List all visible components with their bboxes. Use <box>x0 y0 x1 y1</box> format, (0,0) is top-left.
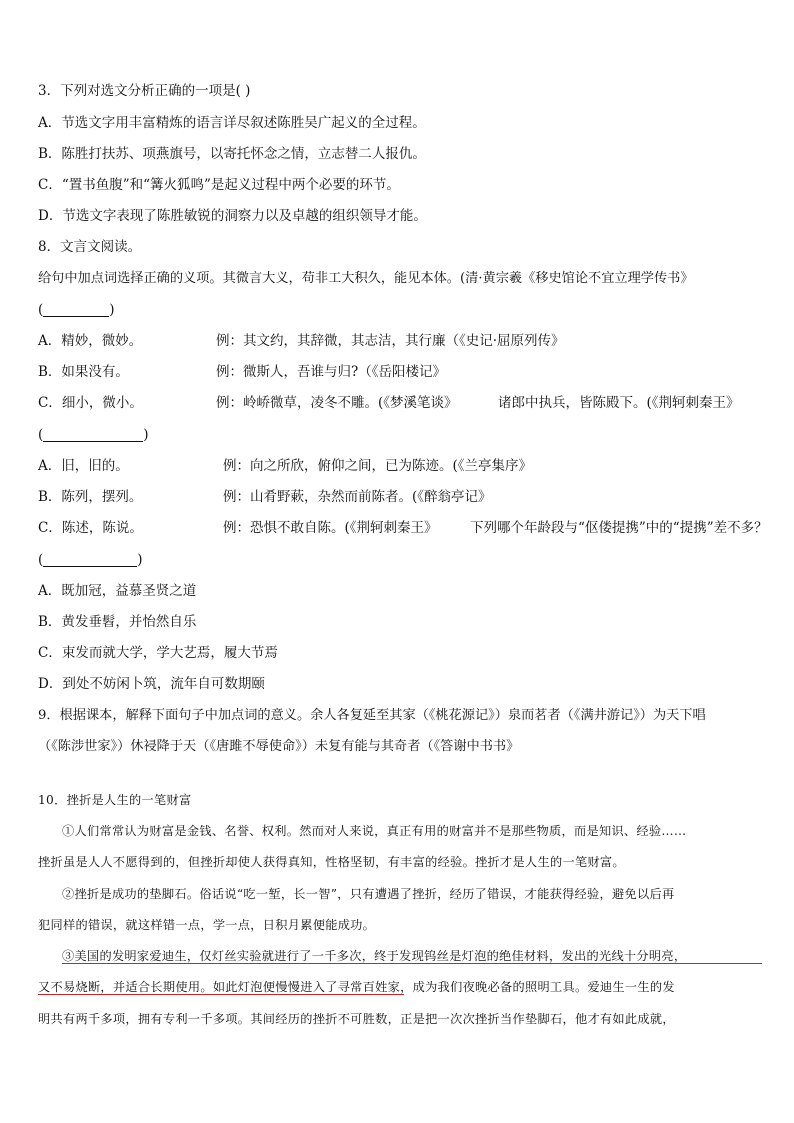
q10-para3-line3: 明共有两千多项，拥有专利一千多项。其间经历的挫折不可胜数，正是把一次次挫折当作垫脚石，他才有如此成就， <box>38 1012 675 1026</box>
q8-g2-option-b <box>38 487 492 507</box>
option-example: 例：其文约，其辞微，其志洁，其行廉（《史记·屈原列传》 <box>216 333 565 349</box>
option-example: 例：微斯人，吾谁与归?（《岳阳楼记》 <box>216 364 446 380</box>
option-example: 例：山肴野蔌，杂然而前陈者。(《醉翁亭记》 <box>223 489 492 505</box>
option-label: A．精妙，微妙。 <box>38 333 143 349</box>
option-label: B．如果没有。 <box>38 364 129 380</box>
q10-para1-line2: 挫折虽是人人不愿得到的，但挫折却使人获得真知，性格坚韧，有丰富的经验。挫折才是人生的一笔财富。 <box>38 855 625 869</box>
option-label: C．陈述，陈说。 <box>38 520 143 536</box>
option-example: 例：恐惧不敢自陈。(《荆轲刺秦王》 <box>223 520 438 536</box>
answer-blank <box>43 552 137 567</box>
q8-g3-option-c: C．束发而就大学，学大艺焉，履大节焉 <box>38 645 278 661</box>
q8-title: 8．文言文阅读。 <box>38 239 142 255</box>
q3-option-a: A．节选文字用丰富精炼的语言详尽叙述陈胜吴广起义的全过程。 <box>38 115 426 131</box>
q10-para3-line1: ③美国的发明家爱迪生，仅灯丝实验就进行了一千多次，终于发现钨丝是灯泡的绝佳材料，发出的光线十分明亮， <box>62 949 687 963</box>
q8-answer-blank-3: ( ) <box>38 552 143 568</box>
q9-line-1: 9．根据课本，解释下面句子中加点词的意义。余人各复延至其家（《桃花源记》）泉而茗者（《满井游记》）为天下唱 <box>38 708 706 723</box>
q10-para2-line2: 犯同样的错误，就这样错一点，学一点，日积月累便能成功。 <box>38 918 376 932</box>
answer-blank <box>43 427 143 442</box>
option-example: 例：岭峤微草，凌冬不雕。(《梦溪笔谈》 <box>216 395 458 411</box>
answer-blank <box>43 302 109 317</box>
q3-option-c: C．“置书鱼腹”和“篝火狐鸣”是起义过程中两个必要的环节。 <box>38 177 400 193</box>
option-example: 例：向之所欣，俯仰之间，已为陈迹。(《兰亭集序》 <box>223 458 533 474</box>
option-label: B．陈列，摆列。 <box>38 489 143 505</box>
q3-option-d: D．节选文字表现了陈胜敏锐的洞察力以及卓越的组织领导才能。 <box>38 208 427 224</box>
q10-para3-line2: 又不易烧断，并适合长期使用。如此灯泡便慢慢进入了寻常百姓家，成为我们夜晚必备的照明工具。爱迪生一生的发 <box>38 980 675 994</box>
q8-answer-blank-2: ( ) <box>38 427 149 443</box>
underline-mark <box>38 994 404 995</box>
q8-g3-option-d: D．到处不妨闲卜筑，流年自可数期颐 <box>38 676 265 692</box>
underline-mark <box>62 963 762 964</box>
q8-instruction: 给句中加点词选择正确的义项。其微言大义，苟非工大积久，能见本体。(清·黄宗羲《移史馆论不宜立理学传书》 <box>38 271 694 286</box>
q10-title: 10．挫折是人生的一笔财富 <box>38 793 192 807</box>
q8-g2-option-c <box>38 518 768 538</box>
q8-age-question: 下列哪个年龄段与“伛偻提携”中的“提携”差不多？ <box>470 520 768 536</box>
q10-para1-line1: ①人们常常认为财富是金钱、名誉、权利。然而对人来说，真正有用的财富并不是那些物质，而是知识、经验…… <box>62 824 687 838</box>
option-example-extra: 诸郎中执兵，皆陈殿下。(《荆轲刺秦王》 <box>498 395 740 411</box>
q8-g1-option-c <box>38 393 740 413</box>
option-label: C．细小，微小。 <box>38 395 143 411</box>
q8-g1-option-a <box>38 331 565 351</box>
q10-para2-line1: ②挫折是成功的垫脚石。俗话说“吃一堑，长一智”，只有遭遇了挫折，经历了错误，才能获得经验，避免以后再 <box>62 887 675 901</box>
q3-option-b: B．陈胜打扶苏、项燕旗号，以寄托怀念之情，立志替二人报仇。 <box>38 146 426 162</box>
q9-line-2: （《陈涉世家》）休祲降于天（《唐雎不辱使命》）未复有能与其奇者（《答谢中书书》 <box>38 739 520 754</box>
q8-g3-option-b: B．黄发垂髫，并怡然自乐 <box>38 614 197 630</box>
q8-g3-option-a: A．既加冠，益慕圣贤之道 <box>38 583 197 599</box>
option-label: A．旧，旧的。 <box>38 458 129 474</box>
q8-answer-blank-1: ( ) <box>38 302 115 318</box>
q3-stem: 3．下列对选文分析正确的一项是( ) <box>38 83 251 99</box>
q8-g2-option-a <box>38 456 533 476</box>
q8-g1-option-b <box>38 362 446 382</box>
